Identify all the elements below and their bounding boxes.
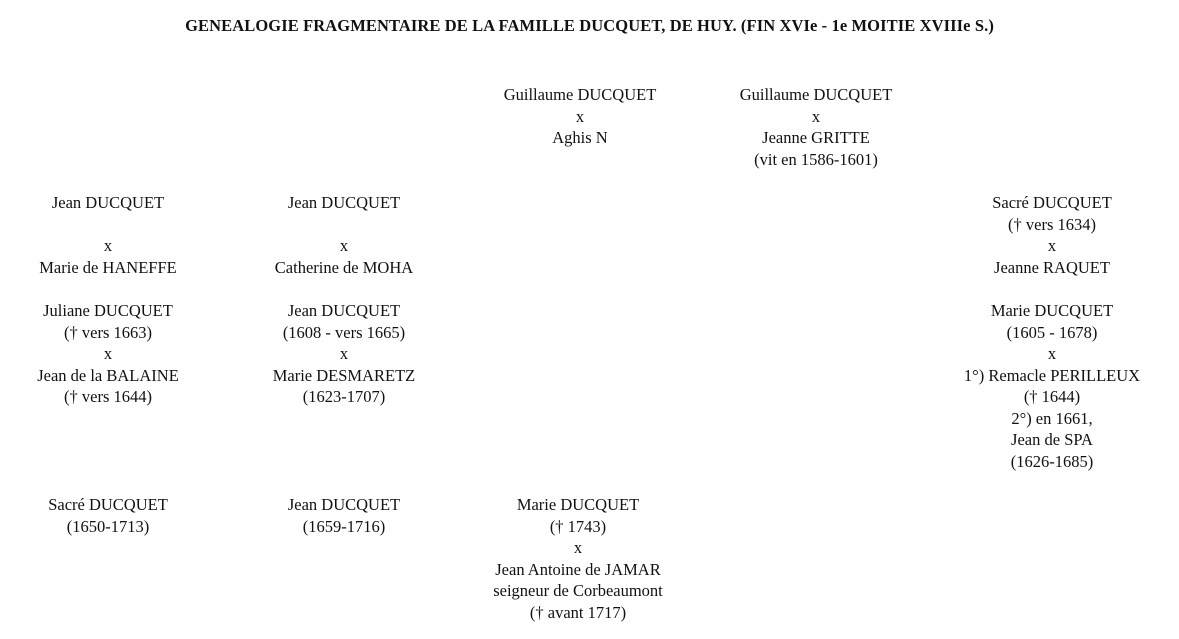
second-spouse-dates-line: (1626-1685) [1010, 451, 1094, 471]
person-jean-ducquet-haneffe [8, 192, 208, 278]
dates-line: (1605 - 1678) [1006, 322, 1098, 342]
person-sacre-ducquet-child [8, 494, 208, 537]
blank-line [8, 214, 208, 236]
person-jean-ducquet-moha [244, 192, 444, 278]
person-guillaume-ducquet-aghis [480, 84, 680, 149]
name-line: Guillaume DUCQUET [503, 85, 657, 104]
marriage-mark: x [103, 344, 113, 363]
person-guillaume-ducquet-gritte [716, 84, 916, 170]
marriage-mark: x [339, 236, 349, 255]
dates-line: (1650-1713) [66, 516, 150, 536]
name-line: Jean DUCQUET [287, 193, 401, 212]
person-juliane-ducquet [8, 300, 208, 408]
page-title: GENEALOGIE FRAGMENTAIRE DE LA FAMILLE DUCQUET, DE HUY. (FIN XVIe - 1e MOITIE XVIIIe S.) [185, 16, 994, 35]
spouse-line: Jean de la BALAINE [37, 365, 179, 385]
person-marie-ducquet-jamar [463, 494, 693, 623]
second-spouse-line: Jean de SPA [1011, 430, 1093, 449]
spouse-line: Marie de HANEFFE [39, 257, 177, 277]
name-line: Jean DUCQUET [287, 301, 401, 320]
name-line: Guillaume DUCQUET [739, 85, 893, 104]
name-line: Juliane DUCQUET [43, 301, 173, 320]
name-line: Jean DUCQUET [287, 495, 401, 514]
marriage-mark: x [811, 106, 821, 126]
name-line: Sacré DUCQUET [992, 193, 1112, 212]
dates-line: († 1743) [549, 516, 607, 536]
marriage-mark: x [1047, 344, 1057, 363]
dates-line: (1659-1716) [302, 516, 386, 536]
spouse-line: Marie DESMARETZ [272, 365, 416, 385]
dates-line: († vers 1634) [1008, 214, 1096, 234]
person-sacre-ducquet-raquet [952, 192, 1152, 278]
second-marriage-line: 2°) en 1661, [1011, 408, 1093, 428]
spouse-line: Aghis N [552, 128, 608, 147]
dates-line: (1608 - vers 1665) [282, 322, 406, 342]
spouse-line: Catherine de MOHA [274, 257, 414, 277]
dates-line: († vers 1663) [64, 322, 152, 342]
spouse-line: Jean Antoine de JAMAR [495, 559, 661, 579]
spouse-dates-line: († vers 1644) [64, 387, 152, 406]
name-line: Marie DUCQUET [516, 495, 640, 514]
dates-line: (vit en 1586-1601) [754, 149, 878, 169]
spouse-dates-line: († 1644) [1023, 387, 1081, 406]
spouse-title-line: seigneur de Corbeaumont [493, 581, 663, 600]
spouse-line: Jeanne RAQUET [994, 257, 1110, 277]
name-line: Sacré DUCQUET [48, 495, 168, 514]
marriage-mark: x [339, 344, 349, 363]
marriage-mark: x [573, 538, 583, 557]
marriage-mark: x [575, 106, 585, 126]
name-line: Marie DUCQUET [990, 301, 1114, 320]
marriage-mark: x [103, 236, 113, 255]
spouse-dates-line: (1623-1707) [302, 387, 386, 406]
person-jean-ducquet-desmaretz [244, 300, 444, 408]
person-jean-ducquet-child [244, 494, 444, 537]
blank-line [244, 214, 444, 236]
person-marie-ducquet-perilleux [942, 300, 1162, 472]
spouse-line: 1°) Remacle PERILLEUX [963, 365, 1141, 385]
spouse-dates-line: († avant 1717) [529, 602, 627, 622]
marriage-mark: x [1047, 236, 1057, 255]
spouse-line: Jeanne GRITTE [762, 128, 870, 147]
name-line: Jean DUCQUET [51, 193, 165, 212]
